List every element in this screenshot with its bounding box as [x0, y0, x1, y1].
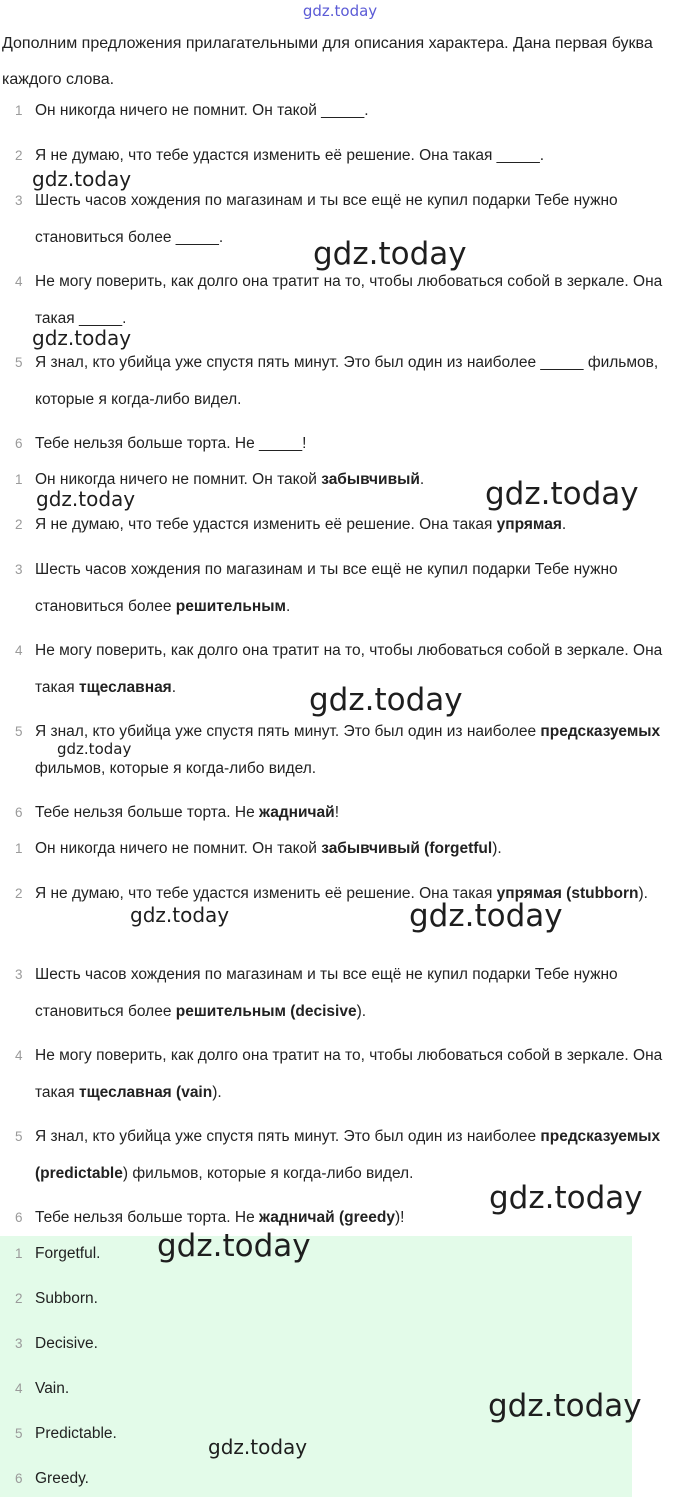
answer-word: тщеславная (vain [79, 1084, 213, 1101]
item-text: Я знал, кто убийца уже спустя пять минут. Это был один из наиболее предсказуемых (predictable) фильмов, которые я когда-либо видел. [35, 1128, 661, 1182]
item-text: Он никогда ничего не помнит. Он такой _____. [35, 102, 369, 119]
item-number: 2 [15, 1291, 23, 1306]
item-number: 3 [15, 1336, 23, 1351]
answer-word: тщеславная [79, 679, 172, 696]
item-number: 1 [15, 472, 23, 487]
answer-text: Predictable. [35, 1425, 117, 1442]
item-text: Я не думаю, что тебе удастся изменить её решение. Она такая упрямая. [35, 516, 567, 533]
item-number: 4 [15, 1048, 23, 1063]
item-text: Не могу поверить, как долго она тратит на то, чтобы любоваться собой в зеркале. Она такая тщеславная (vain). [35, 1047, 663, 1101]
item-text: Я не думаю, что тебе удастся изменить её решение. Она такая упрямая (stubborn). [35, 885, 648, 902]
answer-word: предсказуемых (predictable [35, 1128, 661, 1182]
answer-word: предсказуемых [540, 723, 661, 740]
watermark: gdz.today [313, 236, 467, 272]
watermark: gdz.today [57, 740, 132, 758]
item-text: Тебе нельзя больше торта. Не жадничай! [35, 804, 340, 821]
item-text: Тебе нельзя больше торта. Не _____! [35, 435, 307, 452]
answers-panel [0, 1236, 632, 1497]
item-text: Он никогда ничего не помнит. Он такой забывчивый. [35, 471, 425, 488]
item-number: 2 [15, 886, 23, 901]
item-number: 4 [15, 643, 23, 658]
item-number: 6 [15, 1210, 23, 1225]
item-number: 2 [15, 517, 23, 532]
answer-word: забывчивый [321, 471, 420, 488]
item-number: 3 [15, 562, 23, 577]
item-number: 4 [15, 1381, 23, 1396]
answer-text: Vain. [35, 1380, 70, 1397]
watermark: gdz.today [488, 1388, 642, 1424]
item-text: Шесть часов хождения по магазинам и ты все ещё не купил подарки Тебе нужно становиться более решительным (decisive). [35, 966, 618, 1020]
item-text: Шесть часов хождения по магазинам и ты все ещё не купил подарки Тебе нужно становиться более решительным. [35, 561, 618, 615]
item-number: 5 [15, 1426, 23, 1441]
answer-word: забывчивый (forgetful [321, 840, 493, 857]
item-number: 3 [15, 967, 23, 982]
answer-word: жадничай (greedy [259, 1209, 395, 1226]
answer-word: решительным (decisive [175, 1003, 357, 1020]
answer-text: Subborn. [35, 1290, 98, 1307]
item-text: Не могу поверить, как долго она тратит на то, чтобы любоваться собой в зеркале. Она такая _____. [35, 273, 663, 327]
item-number: 2 [15, 148, 23, 163]
watermark: gdz.today [485, 476, 639, 512]
answer-text: Greedy. [35, 1470, 89, 1487]
watermark: gdz.today [208, 1435, 308, 1459]
answer-text: Forgetful. [35, 1245, 101, 1262]
item-text: Шесть часов хождения по магазинам и ты все ещё не купил подарки Тебе нужно становиться более _____. [35, 192, 618, 246]
item-number: 5 [15, 1129, 23, 1144]
watermark: gdz.today [32, 167, 132, 191]
item-number: 5 [15, 724, 23, 739]
item-number: 6 [15, 436, 23, 451]
item-number: 1 [15, 1246, 23, 1261]
item-number: 5 [15, 355, 23, 370]
item-number: 6 [15, 1471, 23, 1486]
item-number: 6 [15, 805, 23, 820]
item-text: Я не думаю, что тебе удастся изменить её решение. Она такая _____. [35, 147, 545, 164]
answer-text: Decisive. [35, 1335, 98, 1352]
intro-text: Дополним предложения прилагательными для описания характера. Дана первая буква каждого слова. [2, 35, 653, 88]
watermark: gdz.today [130, 903, 230, 927]
item-text: Он никогда ничего не помнит. Он такой забывчивый (forgetful). [35, 840, 502, 857]
item-text: Тебе нельзя больше торта. Не жадничай (greedy)! [35, 1209, 405, 1226]
answer-word: упрямая (stubborn [496, 885, 639, 902]
watermark: gdz.today [309, 682, 463, 718]
item-text: Я знал, кто убийца уже спустя пять минут. Это был один из наиболее _____ фильмов, которые я когда-либо видел. [35, 354, 659, 408]
item-text: Не могу поверить, как долго она тратит на то, чтобы любоваться собой в зеркале. Она такая тщеславная. [35, 642, 663, 696]
item-number: 1 [15, 103, 23, 118]
item-number: 1 [15, 841, 23, 856]
answer-word: решительным [175, 598, 286, 615]
watermark: gdz.today [489, 1180, 643, 1216]
watermark: gdz.today [32, 326, 132, 350]
item-number: 4 [15, 274, 23, 289]
watermark: gdz.today [36, 487, 136, 511]
watermark: gdz.today [409, 898, 563, 934]
item-number: 3 [15, 193, 23, 208]
item-text: Я знал, кто убийца уже спустя пять минут. Это был один из наиболее предсказуемых фильмов, которые я когда-либо видел. [35, 723, 661, 777]
answer-word: жадничай [259, 804, 335, 821]
header-watermark: gdz.today [302, 2, 378, 20]
watermark: gdz.today [157, 1228, 311, 1264]
answer-word: упрямая [496, 516, 562, 533]
